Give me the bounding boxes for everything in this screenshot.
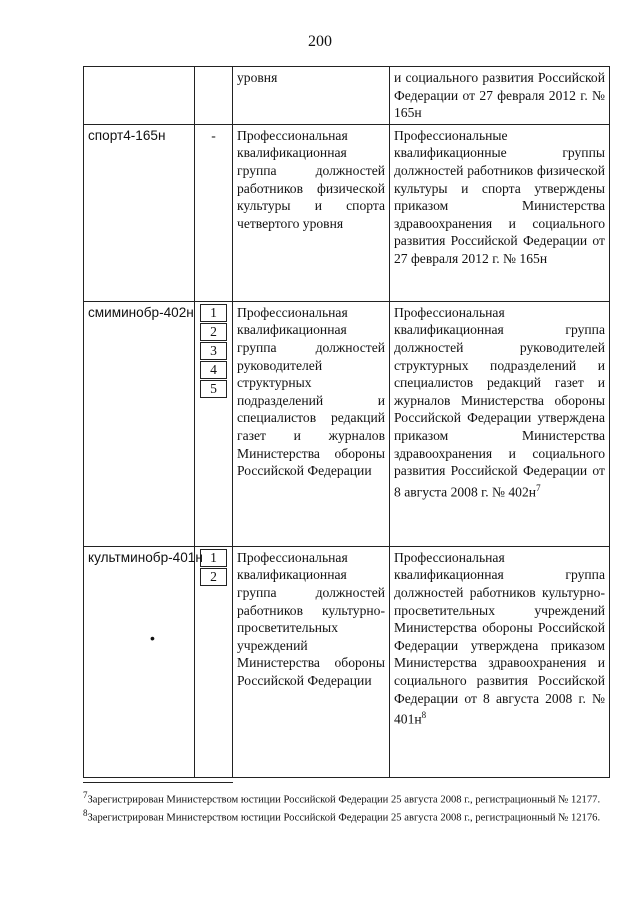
levels-cell bbox=[195, 546, 233, 777]
footnotes bbox=[83, 782, 613, 825]
levels-cell bbox=[195, 301, 233, 546]
level-number: 4 bbox=[200, 361, 227, 379]
level-number: 3 bbox=[200, 342, 227, 360]
group-code-cell bbox=[84, 67, 195, 125]
table-row bbox=[84, 67, 610, 125]
legal-basis-cell: Профессиональные квалификационные группы должностей работников физической культуры и спорта утверждены приказом Министерства здравоохранения и социального развития Российской Федерации от 27 февраля 2012 г. № 165н bbox=[390, 124, 610, 301]
legal-basis-text: Профессиональная квалификационная группа должностей работников культурно-просветительных учреждений Министерства обороны Российской Федерации утверждена приказом Министерства здравоохранения и социального развития Российской Федерации от 8 августа 2008 г. № 401н bbox=[394, 549, 605, 727]
group-name-cell: уровня bbox=[233, 67, 390, 125]
legal-basis-cell: и социального развития Российской Федерации от 27 февраля 2012 г. № 165н bbox=[390, 67, 610, 125]
level-number: 2 bbox=[200, 323, 227, 341]
footnote-ref[interactable]: 7 bbox=[536, 482, 541, 493]
footnote-divider bbox=[83, 782, 233, 783]
footnote-8 bbox=[83, 807, 613, 825]
table-row bbox=[84, 546, 610, 777]
table-row bbox=[84, 124, 610, 301]
margin-dot: • bbox=[150, 630, 155, 647]
legal-basis-text: Профессиональная квалификационная группа должностей руководителей структурных подразделений и специалистов редакций газет и журналов Министерства обороны Российской Федерации утверждена приказом Министерства здравоохранения и социального развития Российской Федерации от 8 августа 2008 г. № 402н bbox=[394, 304, 605, 500]
levels-cell bbox=[195, 67, 233, 125]
group-code-text: культминобр-401н bbox=[88, 549, 203, 565]
page-number: 200 bbox=[308, 33, 332, 50]
group-code-cell: смиминобр-402н bbox=[84, 301, 195, 546]
level-number: 5 bbox=[200, 380, 227, 398]
legal-basis-cell bbox=[390, 546, 610, 777]
group-code-cell bbox=[84, 546, 203, 777]
footnote-text: Зарегистрирован Министерством юстиции Российской Федерации 25 августа 2008 г., регистрационный № 12176. bbox=[87, 812, 601, 824]
group-name-cell: Профессиональная квалификационная группа должностей работников культурно-просветительных учреждений Министерства обороны Российской Федерации bbox=[233, 546, 390, 777]
footnote-number: 7 bbox=[83, 790, 88, 800]
level-number: 1 bbox=[200, 304, 227, 322]
level-number: 2 bbox=[200, 568, 227, 586]
footnote-number: 8 bbox=[83, 808, 88, 819]
positions-table bbox=[83, 66, 610, 778]
table-row bbox=[84, 301, 610, 546]
levels-cell bbox=[195, 124, 233, 301]
group-name-cell: Профессиональная квалификационная группа должностей руководителей структурных подразделений и специалистов редакций газет и журналов Министерства обороны Российской Федерации bbox=[233, 301, 390, 546]
group-name-cell: Профессиональная квалификационная группа должностей работников физической культуры и спорта четвертого уровня bbox=[233, 124, 390, 301]
level-dash: - bbox=[211, 127, 216, 143]
group-code-cell: спорт4-165н bbox=[84, 124, 195, 301]
footnote-text: Зарегистрирован Министерством юстиции Российской Федерации 25 августа 2008 г., регистрационный № 12177. bbox=[87, 794, 601, 806]
footnote-ref[interactable]: 8 bbox=[421, 710, 427, 721]
footnote-7 bbox=[83, 789, 613, 807]
level-number: 1 bbox=[200, 549, 227, 567]
legal-basis-cell bbox=[390, 301, 610, 546]
